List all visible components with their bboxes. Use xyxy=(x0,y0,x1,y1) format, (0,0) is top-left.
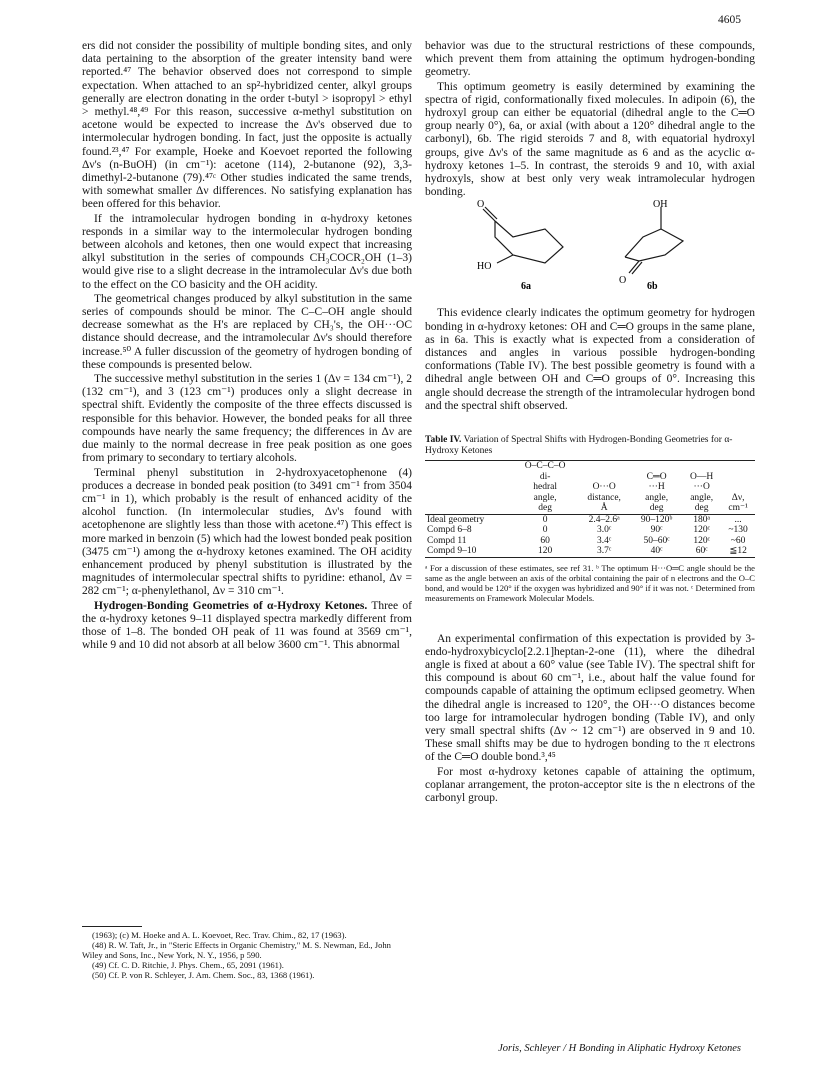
section-text: Three of the α-hydroxy ketones 9–11 displayed spectra markedly different from those of 1–8. The bonded OH peak of 11 was found at 3569 cm⁻¹, while 9 and 10 did not absorb at all below 3600 cm⁻¹. This abnormal xyxy=(82,599,412,652)
table-iv xyxy=(425,460,755,558)
table-cell: 3.0ᶜ xyxy=(597,525,612,536)
table-cell: 120ᶜ xyxy=(693,525,710,536)
table-row xyxy=(425,525,755,536)
section-heading: Hydrogen-Bonding Geometries of α-Hydroxy Ketones. xyxy=(94,599,368,612)
table-cell: 90ᶜ xyxy=(650,525,663,536)
oxo-label-6b: O xyxy=(619,275,627,287)
table-header-cell: O–C–C–O xyxy=(513,461,577,472)
table-cell: 50–60ᶜ xyxy=(643,535,670,546)
table-header-cell: angle, xyxy=(690,492,714,503)
table-row xyxy=(425,514,755,525)
table-cell: 3.7ᶜ xyxy=(577,546,631,557)
table-cell: 3.4ᶜ xyxy=(597,535,612,546)
paragraph: ers did not consider the possibility of multiple bonding sites, and only data pertaining to the absorption of the greater intensity band were reported.⁴⁷ The behavior observed does not correspond to simple expectation. When attached to an sp²-hybridized center, alkyl groups generally are electron donating in the order t-butyl > isopropyl > ethyl > methyl.⁴⁸,⁴⁹ For this reason, successive α-methyl substitution on acetone would be expected to increase the Δν's observed due to intermolecular hydrogen bonding. In fact, just the opposite is actually found.²³,⁴⁷ For example, Hoeke and Koevoet reported the following Δν's (n-BuOH) (in cm⁻¹): acetone (114), 2-butanone (92), 3,3-dimethyl-2-butanone (79).⁴⁷ᶜ Other studies indicated the same trends, with somewhat smaller Δν differences. No satisfying explanation has been offered for this behavior. xyxy=(82,40,412,211)
table-header-cell xyxy=(425,503,513,514)
table-label: Table IV. xyxy=(425,435,462,446)
table-header-cell: deg xyxy=(682,503,721,514)
table-cell: 0 xyxy=(542,525,548,536)
table-header-cell xyxy=(425,493,513,504)
reference: (1963); (c) M. Hoeke and A. L. Koevoet, Rec. Trav. Chim., 82, 17 (1963). xyxy=(92,930,347,940)
table-header-cell: angle, xyxy=(533,492,557,503)
running-footer: Joris, Schleyer / H Bonding in Aliphatic Hydroxy Ketones xyxy=(498,1043,741,1054)
label-6b: 6b xyxy=(647,281,658,293)
reference: (50) Cf. P. von R. Schleyer, J. Am. Chem. Soc., 83, 1368 (1961). xyxy=(92,970,315,980)
oxo-label-6a: O xyxy=(477,199,485,211)
structure-6a xyxy=(483,207,563,263)
paragraph: behavior was due to the structural restrictions of these compounds, which prevent them from attaining the optimum hydrogen-bonding geometry. xyxy=(425,40,755,79)
ring-6b xyxy=(625,229,683,261)
label-6a: 6a xyxy=(521,281,531,293)
paragraph: This optimum geometry is easily determined by examining the spectra of rigid, conformationally fixed molecules. In adipoin (6), the hydroxyl group can either be equatorial (dihedral angle to the C═O group nearly 0°), 6a, or axial (with about a 120° dihedral angle to the carbonyl), 6b. The rigid steroids 7 and 8, with equatorial hydroxyl groups, give Δν's of the same magnitude as 6 and as the acyclic α-hydroxy ketones 1–5. In contrast, the steroids 9 and 10, with axial hydroxyls, show at best only very weak intramolecular hydrogen bonding. xyxy=(425,80,755,199)
table-cell: 60ᶜ xyxy=(682,546,721,557)
table-header-cell: deg xyxy=(513,503,577,514)
table-caption xyxy=(425,435,755,457)
section-paragraph xyxy=(82,600,412,653)
table-header-cell: hedral xyxy=(533,482,557,493)
table-header-cell: Δν, xyxy=(731,492,745,503)
table-cell: Compd 6–8 xyxy=(427,525,472,536)
table-header-cell xyxy=(721,461,755,472)
table-header-cell: ···H xyxy=(648,482,665,493)
table-row xyxy=(425,536,755,547)
table-header-cell: di- xyxy=(539,471,551,482)
hydroxyl-bond-6a xyxy=(497,255,513,263)
reference: (49) Cf. C. D. Ritchie, J. Phys. Chem., 65, 2091 (1961). xyxy=(92,960,284,970)
table-header-cell xyxy=(425,461,513,472)
table-header-cell: distance, xyxy=(587,492,621,503)
ho-label-6a: HO xyxy=(477,261,492,273)
table-cell: 0 xyxy=(542,514,548,525)
table-cell: 120ᶜ xyxy=(693,535,710,546)
table-cell: 40ᶜ xyxy=(631,546,682,557)
table-cell: Ideal geometry xyxy=(427,514,485,525)
table-header-cell: C═O xyxy=(646,471,667,482)
table-cell: ~60 xyxy=(730,535,746,546)
table-header-cell: O···O xyxy=(592,482,616,493)
table-cell: 180ᵃ xyxy=(693,514,711,525)
table-cell: Compd 9–10 xyxy=(425,546,513,557)
table-header-cell: Å xyxy=(577,503,631,514)
table-header-cell xyxy=(682,461,721,472)
table-cell: Compd 11 xyxy=(427,535,467,546)
right-column xyxy=(425,40,755,805)
paragraph: The geometrical changes produced by alkyl substitution in the same series of compounds should be minor. The C–C–OH angle should decrease somewhat as the H's are replaced by CH₃'s, the OH···OC distance should decrease, and the intramolecular Δν's should therefore increase.⁵⁰ A fuller discussion of the geometry of hydrogen bonding of these compounds is presented below. xyxy=(82,292,412,371)
table-header-cell xyxy=(631,461,682,472)
table-cell: ≦12 xyxy=(721,546,755,557)
footnote-rule xyxy=(82,926,142,927)
paragraph: If the intramolecular hydrogen bonding in α-hydroxy ketones responds in a similar way to the intermolecular hydrogen bonding between alcohols and ketones, then one would expect that increasing alkyl substitution in the series of compounds CH₃COCR₂OH (1–3) would give rise to a slight decrease in the intramolecular Δν's due both to the effect on the CO basicity and the OH acidity. xyxy=(82,212,412,291)
table-header-cell xyxy=(721,472,755,483)
paragraph: For most α-hydroxy ketones capable of attaining the optimum, coplanar arrangement, the proton-acceptor site is the n electrons of the carbonyl group. xyxy=(425,765,755,804)
table-header-cell xyxy=(425,482,513,493)
table-header-cell: cm⁻¹ xyxy=(721,503,755,514)
reference: (48) R. W. Taft, Jr., in "Steric Effects in Organic Chemistry," M. S. Newman, Ed., John Wiley and Sons, Inc., New York, N. Y., 1956, p 590. xyxy=(82,940,391,960)
paragraph: Terminal phenyl substitution in 2-hydroxyacetophenone (4) produces a decrease in bonded peak position (to 3491 cm⁻¹ from 3504 cm⁻¹ in 1), which probably is the result of enhanced acidity of the alcohol function. (In intermolecular studies, Δν's found with acetophenone are slightly less than those with acetone.⁴⁷) This effect is more marked in benzoin (5) which had the lowest bonded peak position (3475 cm⁻¹) among the α-hydroxy ketones examined. The OH acidity enhancement produced by phenyl substitution is illustrated by the magnitudes of intermolecular spectral shifts to pyridine: ethanol, Δν = 282 cm⁻¹; α-phenylethanol, Δν = 310 cm⁻¹. xyxy=(82,466,412,598)
structures-svg xyxy=(425,199,755,307)
table-header-cell: deg xyxy=(631,503,682,514)
table-header-cell: O—H xyxy=(690,471,714,482)
paragraph: The successive methyl substitution in the series 1 (Δν = 134 cm⁻¹), 2 (132 cm⁻¹), and 3 (123 cm⁻¹) produces only a slight decrease in spectral shift. Evidently the composite of the three effects discussed is responsible for this behavior. However, the bonded peaks for all three compounds have nearly the same frequency; the differences in Δν are due mainly to the normal decrease in free peak position as one goes from primary to secondary to tertiary alcohols. xyxy=(82,373,412,465)
structure-figure xyxy=(425,199,755,307)
oh-label-6b: OH xyxy=(653,199,668,211)
spacer xyxy=(425,603,755,633)
table-cell: ~130 xyxy=(728,525,748,536)
table-cell: 60 xyxy=(540,535,550,546)
structure-6b xyxy=(625,207,683,274)
table-header-cell: ···O xyxy=(693,482,710,493)
table-cell: 120 xyxy=(513,546,577,557)
left-column xyxy=(82,40,412,652)
references xyxy=(82,930,412,980)
table-row xyxy=(425,546,755,557)
paragraph: An experimental confirmation of this expectation is provided by 3-endo-hydroxybicyclo[2.2.1]heptan-2-one (11), where the dihedral angle is fixed at about a 60° value (see Table IV). The spectral shift for this compound is about 60 cm⁻¹, i.e., about half the value found for compounds capable of attaining the optimum eclipsed geometry. When the dihedral angle is increased to 120°, the OH···O distances become too large for intramolecular hydrogen bonding (Table IV), and only very small spectral shifts (Δν ~ 12 cm⁻¹) are observed in 9 and 10. These small shifts may be due to hydrogen bonding to the π electrons of the C═O double bond.³,⁴⁵ xyxy=(425,632,755,764)
table-cell: 2.4–2.6ᵃ xyxy=(588,514,620,525)
ring-6a xyxy=(495,221,563,263)
table-header-cell xyxy=(721,482,755,493)
table-header-cell xyxy=(577,461,631,472)
table-header-cell: angle, xyxy=(645,492,669,503)
table-cell: ... xyxy=(734,514,742,525)
table-header-cell xyxy=(425,472,513,483)
table-caption-text: Variation of Spectral Shifts with Hydrogen-Bonding Geometries for α-Hydroxy Ketones xyxy=(425,435,733,457)
page-number: 4605 xyxy=(718,14,741,26)
table-cell: 90–120ᵇ xyxy=(640,514,673,525)
table-footnotes: ᵃ For a discussion of these estimates, see ref 31. ᵇ The optimum H···O═C angle should be the same as the angle between an axis of the orbital containing the pair of n electrons and the O–C bond, and would be 120° if the oxygen was hybridized and 90° if it was not. ᶜ Determined from measurements on Framework Molecular Models. xyxy=(425,562,755,603)
table-header-cell xyxy=(577,472,631,483)
paragraph: This evidence clearly indicates the optimum geometry for hydrogen bonding in α-hydroxy ketones: OH and C═O groups in the same plane, as in 6a. This is exactly what is expected from a consideration of distances and angles in various possible hydrogen-bonding conformations (Table IV). The best possible geometry is found with a dihedral angle between OH and C═O groups of 0°. Increasing this angle should decrease the strength of the intramolecular hydrogen bond and the spectral shift observed. xyxy=(425,307,755,412)
